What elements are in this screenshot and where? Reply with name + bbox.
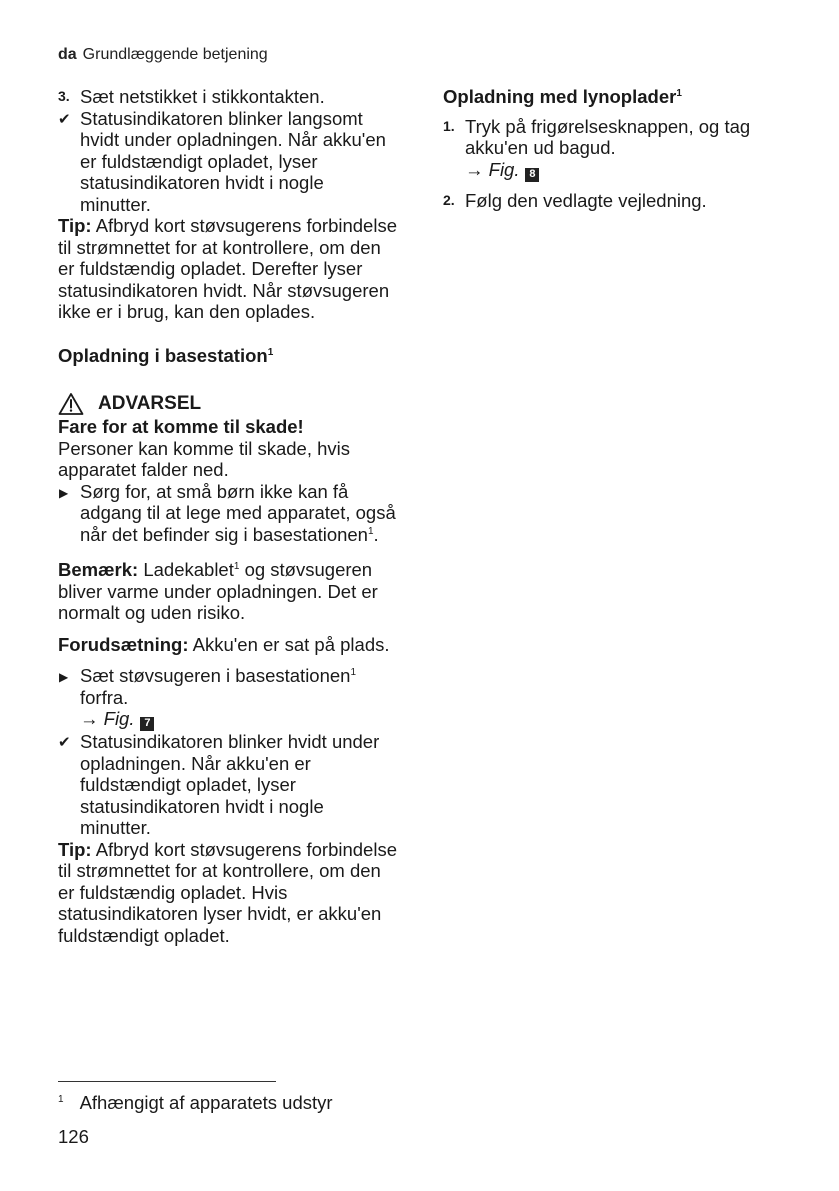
step-2: 2. Følg den vedlagte vejledning. [443, 189, 707, 211]
tip-paragraph: Tip: Afbryd kort støvsugerens forbindelse til strømnettet for at kontrollere, om den er fuldstændig opladet. Derefter lyser statusindikatoren hvidt. Når støvsugeren ikke er i brug, kan den oplades. [58, 215, 397, 322]
result-item: ✔ Statusindikatoren blinker hvidt under opladningen. Når akku'en er fuldstændigt opladet, lyser statusindikatoren hvidt i nogle minutter. [58, 731, 380, 838]
triangle-bullet-icon: ▶ [59, 485, 69, 500]
figure-number-badge: 7 [140, 717, 154, 731]
heading-fast-charger: Opladning med lynoplader$^1$ [443, 86, 682, 107]
footnote: $^1$ Afhængigt af apparatets udstyr [58, 1092, 333, 1113]
left-column [58, 86, 398, 956]
step-number: 1. [443, 117, 455, 134]
step-3: 3. Sæt netstikket i stikkontakten. [58, 86, 325, 107]
result-item: ✔ Statusindikatoren blinker langsomt hvidt under opladningen. Når akku'en er fuldstændigt opladet, lyser statusindikatoren hvidt i nogle minutter. [58, 107, 386, 215]
warning-title: ADVARSEL [58, 392, 398, 416]
action-item: ▶ Sæt støvsugeren i basestationen$^1$ forfra. [59, 665, 357, 708]
step-number: 2. [443, 191, 455, 208]
triangle-bullet-icon: ▶ [59, 670, 69, 684]
warning-subtitle: Fare for at komme til skade! [58, 416, 304, 437]
figure-reference-8[interactable]: → Fig. 8 [443, 159, 793, 182]
language-code: da [58, 46, 77, 63]
warning-triangle-icon [58, 392, 84, 416]
tip-paragraph: Tip: Afbryd kort støvsugerens forbindelse til strømnettet for at kontrollere, om den er fuldstændig opladet. Hvis statusindikatoren lyser hvidt, er akku'en fuldstændigt opladet. [58, 838, 397, 946]
page-number: 126 [58, 1126, 89, 1147]
step-number: 3. [58, 88, 70, 104]
prerequisite-paragraph: Forudsætning: Akku'en er sat på plads. [58, 633, 390, 655]
warning-action: ▶ Sørg for, at små børn ikke kan få adgang til at lege med apparatet, også når det befinder sig i basestationen$^1$. [59, 480, 396, 545]
step-1: 1. Tryk på frigørelsesknappen, og tag akku'en ud bagud. [443, 115, 751, 158]
section-title: Grundlæggende betjening [82, 46, 268, 63]
heading-basestation: Opladning i basestation$^1$ [58, 344, 274, 366]
figure-number-badge: 8 [525, 168, 539, 182]
note-paragraph: Bemærk: Ladekablet$^1$ og støvsugeren bliver varme under opladningen. Det er normalt og uden risiko. [58, 559, 378, 623]
running-header [58, 46, 268, 64]
checkmark-icon: ✔ [58, 110, 71, 128]
checkmark-icon: ✔ [58, 734, 71, 751]
footnote-divider [58, 1081, 276, 1082]
warning-text: Personer kan komme til skade, hvis apparatet falder ned. [58, 437, 351, 480]
right-column [443, 86, 793, 211]
figure-reference-7[interactable]: → Fig. 7 [58, 708, 398, 731]
